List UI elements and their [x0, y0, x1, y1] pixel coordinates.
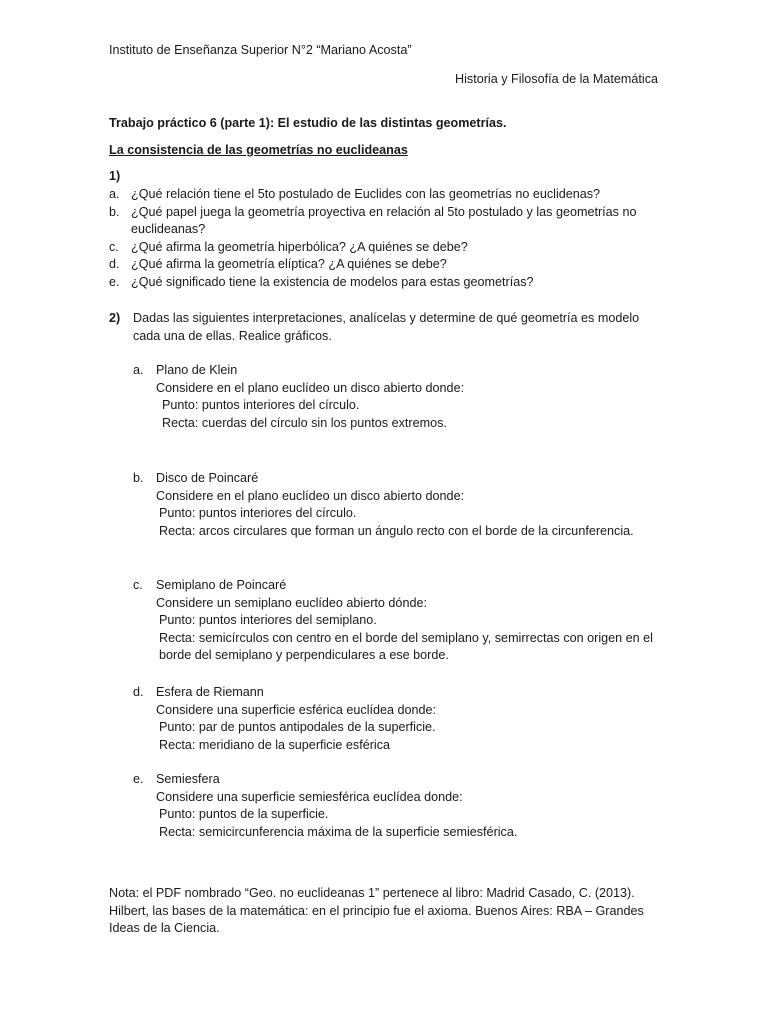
model-punto: Punto: puntos interiores del círculo.: [162, 398, 360, 412]
question-2-text: Dadas las siguientes interpretaciones, analícelas y determine de qué geometría es modelo cada una de ellas. Realice gráficos.: [133, 311, 640, 343]
model-recta: Recta: semicírculos con centro en el borde del semiplano y, semirrectas con origen en el borde del semiplano y perpendiculares a ese borde.: [159, 630, 653, 662]
model-intro: Considere en el plano euclídeo un disco abierto donde:: [156, 488, 465, 503]
model-letter: e.: [133, 772, 144, 786]
model-recta: Recta: semicircunferencia máxima de la superficie semiesférica.: [159, 824, 518, 839]
model-punto: Punto: par de puntos antipodales de la superficie.: [159, 720, 436, 734]
list-item: [109, 274, 669, 292]
model-klein: [133, 362, 693, 432]
list-item: [109, 204, 669, 239]
page-title: Trabajo práctico 6 (parte 1): El estudio de las distintas geometrías.: [109, 116, 507, 130]
model-name: Disco de Poincaré: [156, 471, 259, 485]
list-item-text: ¿Qué papel juega la geometría proyectiva en relación al 5to postulado y las geometrías no euclideanas?: [131, 204, 637, 236]
model-punto: Punto: puntos interiores del círculo.: [159, 506, 357, 520]
list-item-letter: e.: [109, 274, 120, 289]
question-1-list: [109, 186, 669, 291]
model-recta: Recta: meridiano de la superficie esférica: [159, 737, 390, 752]
model-intro: Considere un semiplano euclídeo abierto dónde:: [156, 595, 427, 610]
model-punto: Punto: puntos de la superficie.: [159, 807, 329, 821]
list-item-text: ¿Qué significado tiene la existencia de modelos para estas geometrías?: [131, 274, 534, 289]
subject-name: Historia y Filosofía de la Matemática: [455, 72, 658, 86]
model-recta: Recta: arcos circulares que forman un ángulo recto con el borde de la circunferencia.: [159, 523, 634, 538]
list-item: [109, 186, 669, 204]
section-heading: La consistencia de las geometrías no euclideanas: [109, 143, 408, 157]
list-item-letter: d.: [109, 257, 120, 271]
model-intro: Considere una superficie semiesférica euclídea donde:: [156, 789, 463, 804]
model-name: Semiesfera: [156, 772, 220, 786]
model-name: Semiplano de Poincaré: [156, 578, 287, 592]
model-poincare-half-plane: [133, 577, 693, 665]
list-item-text: ¿Qué afirma la geometría elíptica? ¿A quiénes se debe?: [131, 257, 447, 271]
list-item-letter: c.: [109, 239, 119, 254]
model-letter: d.: [133, 685, 144, 699]
model-riemann-sphere: [133, 684, 693, 754]
model-punto: Punto: puntos interiores del semiplano.: [159, 613, 377, 627]
list-item: [109, 239, 669, 257]
list-item-letter: a.: [109, 187, 120, 201]
model-name: Plano de Klein: [156, 363, 238, 377]
model-letter: b.: [133, 471, 144, 485]
list-item-text: ¿Qué relación tiene el 5to postulado de Euclides con las geometrías no euclidenas?: [131, 187, 601, 201]
list-item: [109, 256, 669, 274]
model-letter: a.: [133, 363, 144, 377]
model-hemisphere: [133, 771, 693, 841]
list-item-letter: b.: [109, 204, 120, 219]
list-item-text: ¿Qué afirma la geometría hiperbólica? ¿A quiénes se debe?: [131, 239, 468, 254]
question-1-number: 1): [109, 169, 121, 183]
model-intro: Considere en el plano euclídeo un disco abierto donde:: [156, 380, 465, 395]
model-letter: c.: [133, 578, 143, 592]
model-recta: Recta: cuerdas del círculo sin los puntos extremos.: [162, 415, 447, 430]
question-2-number: 2): [109, 311, 121, 325]
institute-name: Instituto de Enseñanza Superior N°2 “Mariano Acosta”: [109, 43, 412, 57]
model-intro: Considere una superficie esférica euclídea donde:: [156, 702, 437, 717]
model-poincare-disk: [133, 470, 693, 540]
model-name: Esfera de Riemann: [156, 685, 264, 699]
footnote: Nota: el PDF nombrado “Geo. no euclideanas 1” pertenece al libro: Madrid Casado, C. (2013). Hilbert, las bases de la matemática: en el principio fue el axioma. Buenos Aires: RBA – Grandes Ideas de la Ciencia.: [109, 886, 644, 935]
